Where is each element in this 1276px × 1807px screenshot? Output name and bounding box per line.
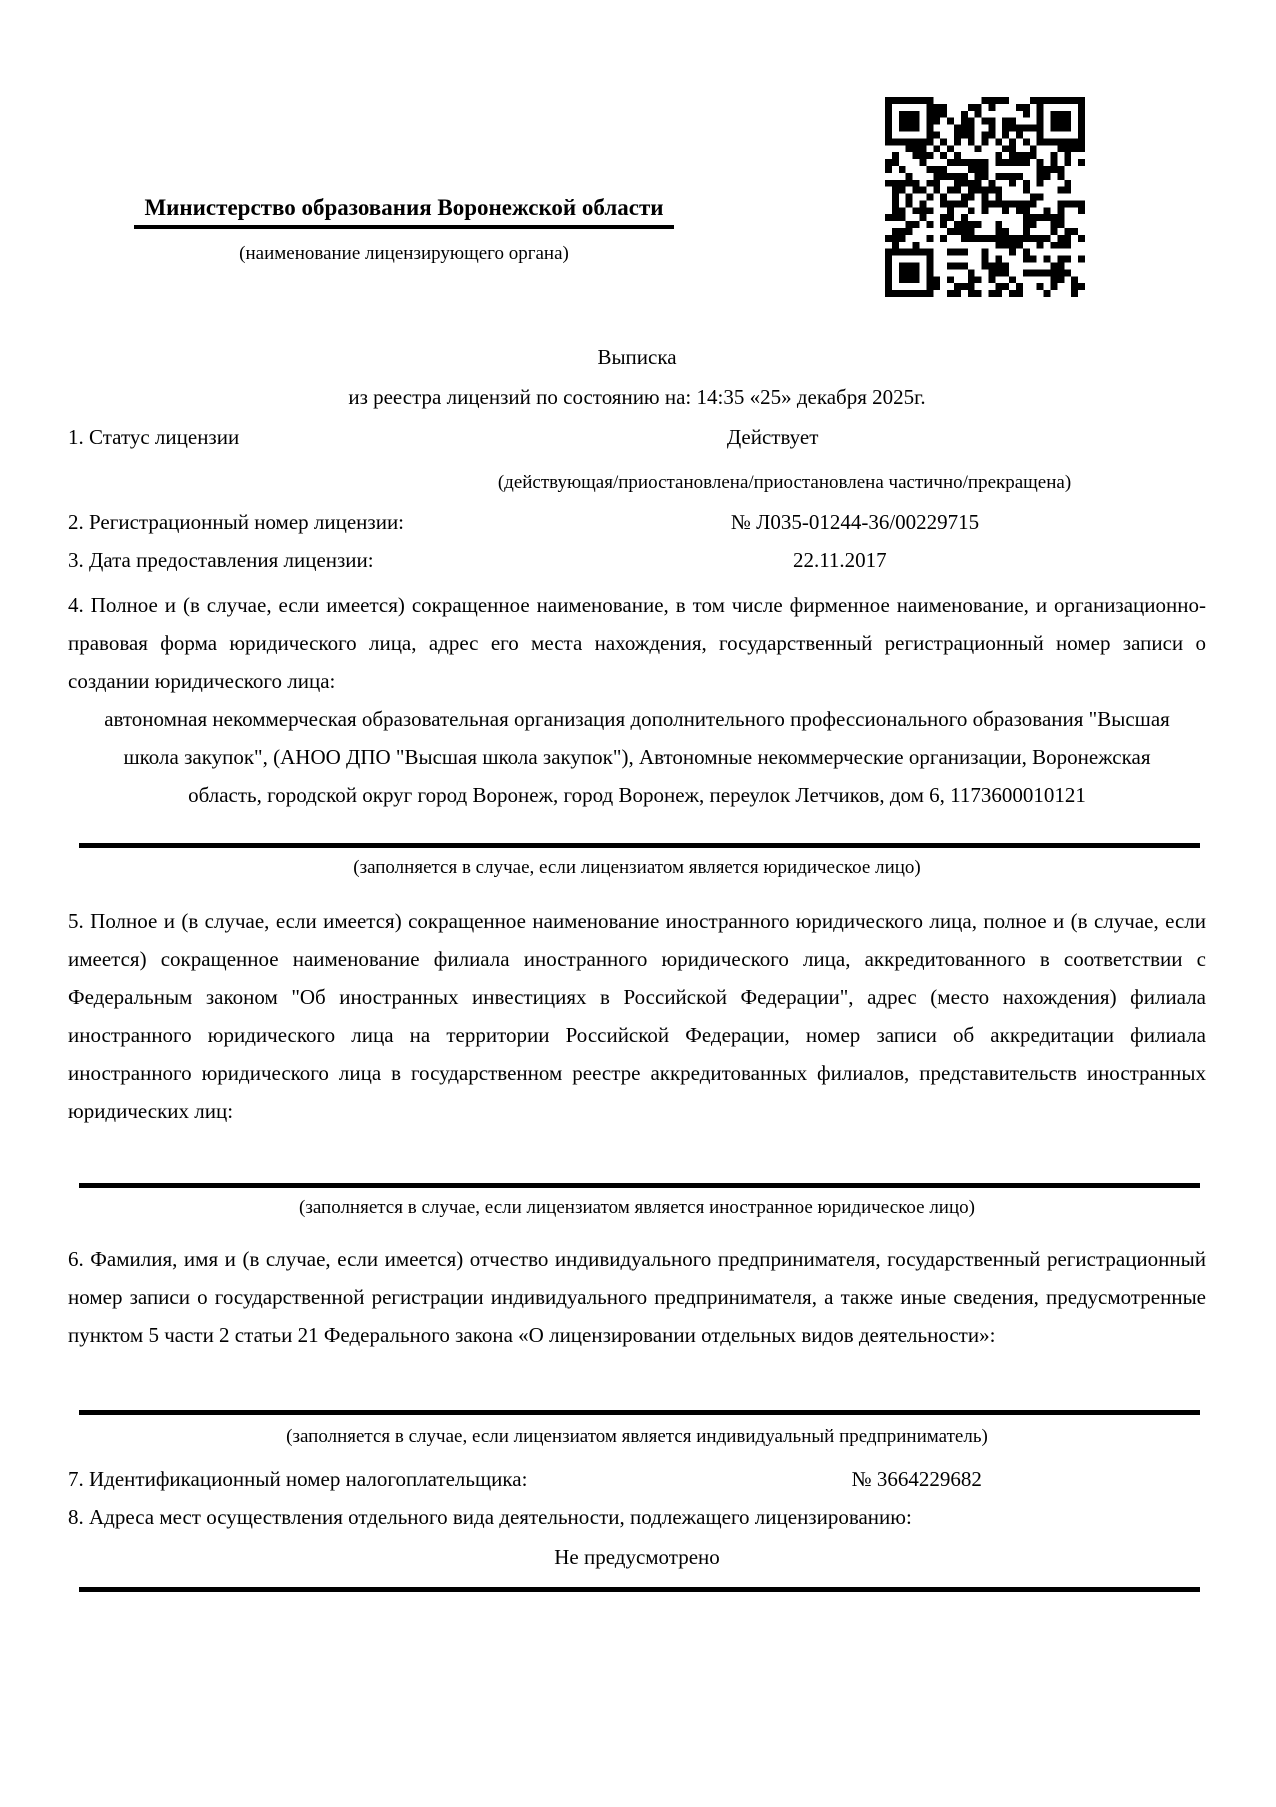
- section5-caption: (заполняется в случае, если лицензиатом является иностранное юридическое лицо): [299, 1197, 975, 1218]
- activity-addresses-label: 8. Адреса мест осуществления отдельного вида деятельности, подлежащего лицензированию:: [68, 1505, 912, 1529]
- registration-number-label: 2. Регистрационный номер лицензии:: [68, 510, 405, 534]
- grant-date-value: 22.11.2017: [792, 548, 887, 572]
- section5-text: 5. Полное и (в случае, если имеется) сокращенное наименование иностранного юридического лица, полное и (в случае, если имеется) сокращенное наименование филиала иностранного юридического лица, аккредитованного в соответствии с Федеральным законом "Об иностранных инвестициях в Российской Федерации", адрес (место нахождения) филиала иностранного юридического лица на территории Российской Федерации, номер записи об аккредитации филиала иностранного юридического лица в государственном реестре аккредитованных филиалов, представительств иностранных юридических лиц:: [68, 909, 1206, 1123]
- issuer-caption: (наименование лицензирующего органа): [239, 243, 569, 264]
- separator-rule-1: [79, 843, 1200, 848]
- license-status-caption: (действующая/приостановлена/приостановлена частично/прекращена): [497, 472, 1072, 493]
- grant-date-label: 3. Дата предоставления лицензии:: [68, 548, 374, 572]
- license-status-label: 1. Статус лицензии: [68, 425, 240, 449]
- activity-addresses-value: Не предусмотрено: [554, 1545, 720, 1569]
- taxpayer-number-label: 7. Идентификационный номер налогоплательщика:: [68, 1467, 528, 1491]
- field-activity-addresses: [68, 1505, 1206, 1529]
- separator-rule-2: [79, 1183, 1200, 1188]
- issuer-name: Министерство образования Воронежской области: [134, 194, 673, 229]
- separator-rule-4: [79, 1587, 1200, 1592]
- registration-number-value: № Л035-01244-36/00229715: [730, 510, 980, 534]
- issuer-header: [68, 194, 740, 265]
- section6-caption: (заполняется в случае, если лицензиатом является индивидуальный предприниматель): [286, 1426, 988, 1447]
- section4-organization-value: автономная некоммерческая образовательная организация дополнительного профессионального образования "Высшая школа закупок", (АНОО ДПО "Высшая школа закупок"), Автономные некоммерческие организации, Воронежская область, городской округ город Воронеж, город Воронеж, переулок Летчиков, дом 6, 1173600010121: [104, 707, 1170, 807]
- qr-code-icon: [885, 97, 1085, 297]
- separator-rule-3: [79, 1410, 1200, 1415]
- license-status-value: Действует: [726, 425, 819, 449]
- field-registration-number: [68, 510, 1206, 534]
- field-license-status: [68, 425, 1206, 449]
- taxpayer-number-value: № 3664229682: [851, 1467, 982, 1491]
- section6-text: 6. Фамилия, имя и (в случае, если имеется) отчество индивидуального предпринимателя, государственный регистрационный номер записи о государственной регистрации индивидуального предпринимателя, а также иные сведения, предусмотренные пунктом 5 части 2 статьи 21 Федерального закона «О лицензировании отдельных видов деятельности»:: [68, 1247, 1206, 1347]
- field-grant-date: [68, 548, 1206, 572]
- document-title: Выписка: [597, 345, 677, 369]
- section4-caption: (заполняется в случае, если лицензиатом является юридическое лицо): [353, 857, 921, 878]
- section4-text: 4. Полное и (в случае, если имеется) сокращенное наименование, в том числе фирменное наименование, и организационно-правовая форма юридического лица, адрес его места нахождения, государственный регистрационный номер записи о создании юридического лица:: [68, 593, 1206, 693]
- document-subtitle: из реестра лицензий по состоянию на: 14:35 «25» декабря 2025г.: [348, 385, 926, 409]
- field-taxpayer-number: [68, 1467, 1206, 1491]
